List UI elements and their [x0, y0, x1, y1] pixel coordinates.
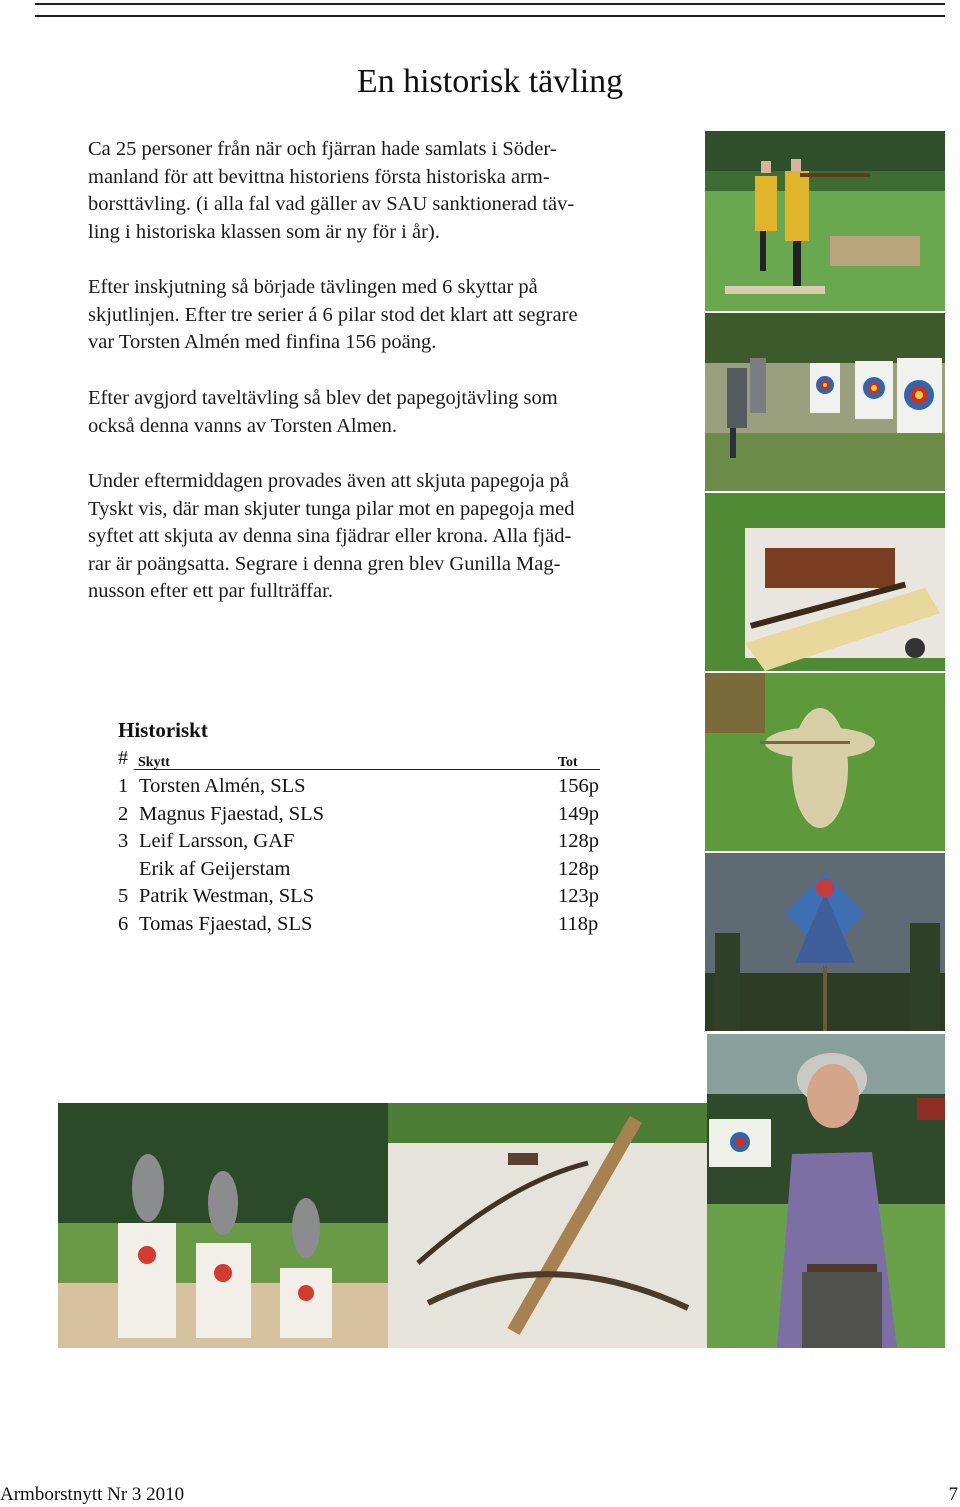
photo-torsten-portrait	[707, 1034, 945, 1348]
photo-papegoja-bird-on-pole	[705, 853, 945, 1031]
row-position: 2	[118, 802, 129, 825]
row-shooter: Leif Larsson, GAF	[139, 830, 295, 853]
photo-targets	[705, 313, 945, 491]
row-shooter: Erik af Geijerstam	[139, 857, 291, 880]
top-rule-1	[35, 3, 945, 5]
row-position: 6	[118, 912, 129, 935]
row-points: 128p	[558, 857, 599, 880]
article-title: En historisk tävling	[356, 62, 624, 100]
results-heading: Historiskt	[118, 718, 208, 742]
paragraph-2	[88, 274, 688, 357]
row-position: 5	[118, 885, 129, 908]
row-points: 149p	[558, 802, 599, 825]
paragraph-4	[88, 468, 688, 606]
photo-trophies	[58, 1103, 388, 1348]
row-points: 123p	[558, 885, 599, 908]
row-points: 118p	[558, 912, 599, 935]
paragraph-3	[88, 385, 688, 440]
results-row	[118, 828, 638, 856]
results-row	[118, 883, 638, 911]
text-line: rar är poängsatta. Segrare i denna gren blev Gunilla Mag-	[88, 552, 561, 575]
paragraph-1	[88, 136, 688, 246]
top-rule-2	[35, 15, 945, 17]
row-shooter: Torsten Almén, SLS	[139, 775, 306, 797]
results-row	[118, 801, 638, 829]
results-row	[118, 773, 638, 801]
results-row	[118, 911, 638, 939]
text-line: manland för att bevittna historiens första historiska arm-	[88, 165, 550, 188]
text-line: syftet att skjuta av denna sina fjädrar eller krona. Alla fjäd-	[88, 525, 572, 547]
row-shooter: Patrik Westman, SLS	[139, 885, 315, 908]
photo-papegoja-wooden	[705, 673, 945, 851]
photo-crossbow-closeup	[388, 1103, 707, 1348]
results-header-row	[118, 747, 638, 773]
text-line: borsttävling. (i alla fal vad gäller av SAU sanktionerad täv-	[88, 193, 575, 215]
row-shooter: Tomas Fjaestad, SLS	[139, 912, 313, 935]
col-total: Tot	[558, 755, 578, 770]
row-shooter: Magnus Fjaestad, SLS	[139, 802, 325, 825]
text-line: ling i historiska klassen som är ny för i år).	[88, 220, 440, 243]
row-position: 3	[118, 830, 129, 853]
photo-crossbows-on-table	[705, 493, 945, 671]
text-line: Ca 25 personer från när och fjärran hade samlats i Söder-	[88, 138, 557, 160]
results-table	[118, 718, 638, 939]
row-points: 156p	[558, 775, 599, 797]
text-line: Under eftermiddagen provades även att skjuta papegoja på	[88, 470, 569, 492]
text-line: skjutlinjen. Efter tre serier á 6 pilar stod det klart att segrare	[88, 303, 578, 326]
photo-shooters-on-line	[705, 131, 945, 311]
text-line: Tyskt vis, där man skjuter tunga pilar mot en papegoja med	[88, 497, 575, 520]
text-line: Efter inskjutning så började tävlingen med 6 skyttar på	[88, 276, 538, 298]
header-underline	[134, 769, 600, 770]
col-shooter: Skytt	[138, 755, 170, 770]
footer-publication: Armborstnytt Nr 3 2010	[0, 1484, 185, 1505]
footer-page-number: 7	[948, 1484, 958, 1505]
text-line: nusson efter ett par fullträffar.	[88, 580, 333, 602]
row-points: 128p	[558, 830, 599, 853]
text-line: också denna vanns av Torsten Almen.	[88, 414, 398, 437]
col-hash: #	[118, 747, 128, 769]
row-position: 1	[118, 775, 129, 797]
text-line: Efter avgjord taveltävling så blev det papegojtävling som	[88, 387, 558, 409]
results-row	[118, 856, 638, 884]
text-line: var Torsten Almén med finfina 156 poäng.	[88, 331, 437, 353]
